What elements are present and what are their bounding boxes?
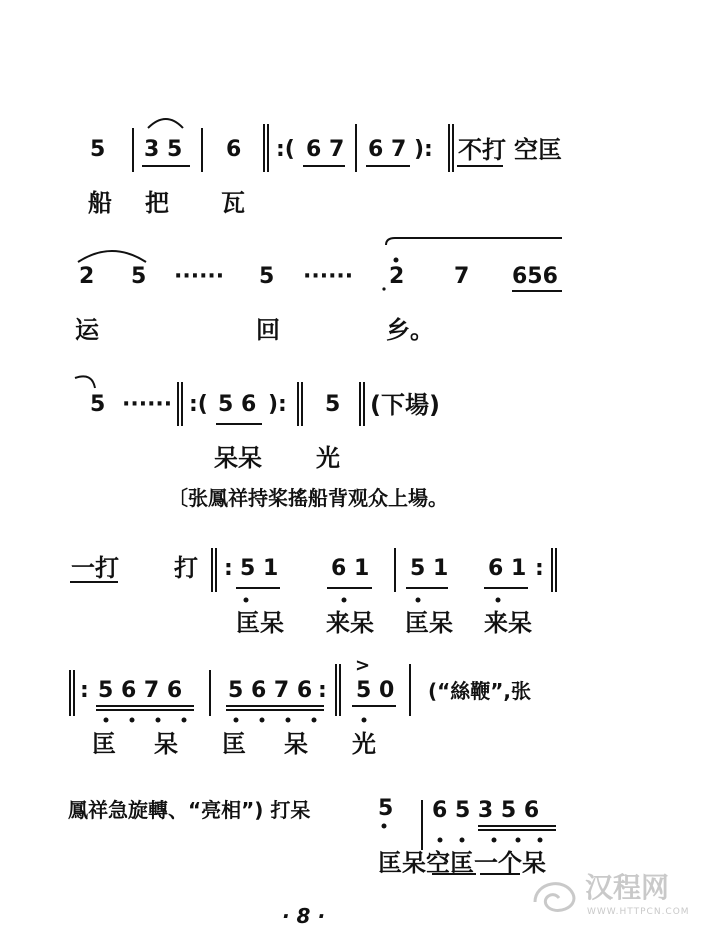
- note-group: 6 1: [488, 556, 527, 581]
- note: 5: [131, 264, 147, 289]
- note: 5: [90, 137, 106, 162]
- dots: ······: [174, 264, 225, 289]
- note: 5: [378, 796, 394, 821]
- watermark-text: 汉程网: [585, 871, 670, 904]
- watermark-logo: [525, 868, 700, 924]
- lyric: 呆呆: [214, 444, 262, 472]
- repeat-close: ):: [414, 137, 433, 162]
- note: 5: [325, 392, 341, 417]
- percussion-text: 不打: [458, 136, 506, 164]
- lyric: 运: [75, 316, 99, 344]
- watermark-url: WWW.HTTPCN.COM: [587, 907, 690, 917]
- note-group: 5 6: [218, 392, 257, 417]
- dots: ······: [303, 264, 354, 289]
- lyric: 呆: [154, 730, 178, 758]
- lyric: 船: [88, 189, 112, 217]
- repeat-open: :(: [276, 137, 295, 162]
- lyric: 匡呆: [405, 609, 453, 637]
- octave-dot: [496, 598, 501, 603]
- slur: [75, 376, 95, 388]
- repeat-close: ):: [268, 392, 287, 417]
- note: 5: [90, 392, 106, 417]
- percussion-text: 一打: [71, 554, 119, 582]
- lyric: 乡。: [386, 316, 434, 344]
- repeat-open: :: [80, 678, 89, 703]
- lyric: 匡呆空匡一个呆: [378, 849, 546, 877]
- lyric: 匡: [222, 730, 246, 758]
- repeat-close: :: [318, 678, 327, 703]
- stage-direction: 鳳祥急旋轉、“亮相”) 打呆: [68, 798, 311, 822]
- lyric: 来呆: [484, 609, 532, 637]
- note-group: 6 7: [368, 137, 407, 162]
- slur: [148, 119, 183, 128]
- octave-dot: [394, 258, 399, 263]
- note-group: 5 6 7 6: [228, 678, 313, 703]
- accent-mark: >: [355, 655, 371, 676]
- repeat-open: :: [224, 556, 233, 581]
- lyric: 来呆: [326, 609, 374, 637]
- note-group: 6 7: [306, 137, 345, 162]
- stage-direction: (“絲鞭”,张: [428, 679, 532, 703]
- note-group: 5 1: [240, 556, 279, 581]
- note-group: 5 6 7 6: [98, 678, 183, 703]
- slur: [78, 251, 146, 262]
- note-group: 6 5 3 5 6: [432, 798, 540, 823]
- phrase-line: [386, 238, 562, 245]
- octave-dot: [416, 598, 421, 603]
- repeat-open: :(: [189, 392, 208, 417]
- page-number: · 8 ·: [282, 904, 326, 928]
- lyric: 回: [256, 316, 280, 344]
- watermark-swirl-icon: [525, 872, 585, 920]
- lyric: 匡呆: [236, 609, 284, 637]
- octave-dot: [342, 598, 347, 603]
- note-group: 656: [512, 264, 558, 289]
- dots: ······: [122, 392, 173, 417]
- lyric: 把: [145, 189, 169, 217]
- note: 7: [454, 264, 470, 289]
- note-group: 5 1: [410, 556, 449, 581]
- note: 2: [389, 264, 405, 289]
- dot: [382, 287, 385, 290]
- lyric: 呆: [284, 730, 308, 758]
- note-group: 3 5: [144, 137, 183, 162]
- note: 2: [79, 264, 95, 289]
- lyric: 光: [352, 730, 376, 758]
- percussion-text: 打: [174, 554, 198, 582]
- percussion-text: 空匡: [514, 136, 562, 164]
- note: 6: [226, 137, 242, 162]
- lyric: 光: [316, 444, 340, 472]
- note-group: 5 0: [356, 678, 395, 703]
- lyric: 瓦: [221, 189, 245, 217]
- repeat-close: :: [535, 556, 544, 581]
- octave-dot: [244, 598, 249, 603]
- stage-direction: (下場): [370, 391, 440, 419]
- stage-direction: 〔张鳳祥持桨搖船背观众上場。: [168, 486, 448, 510]
- note: 5: [259, 264, 275, 289]
- lyric: 匡: [92, 730, 116, 758]
- note-group: 6 1: [331, 556, 370, 581]
